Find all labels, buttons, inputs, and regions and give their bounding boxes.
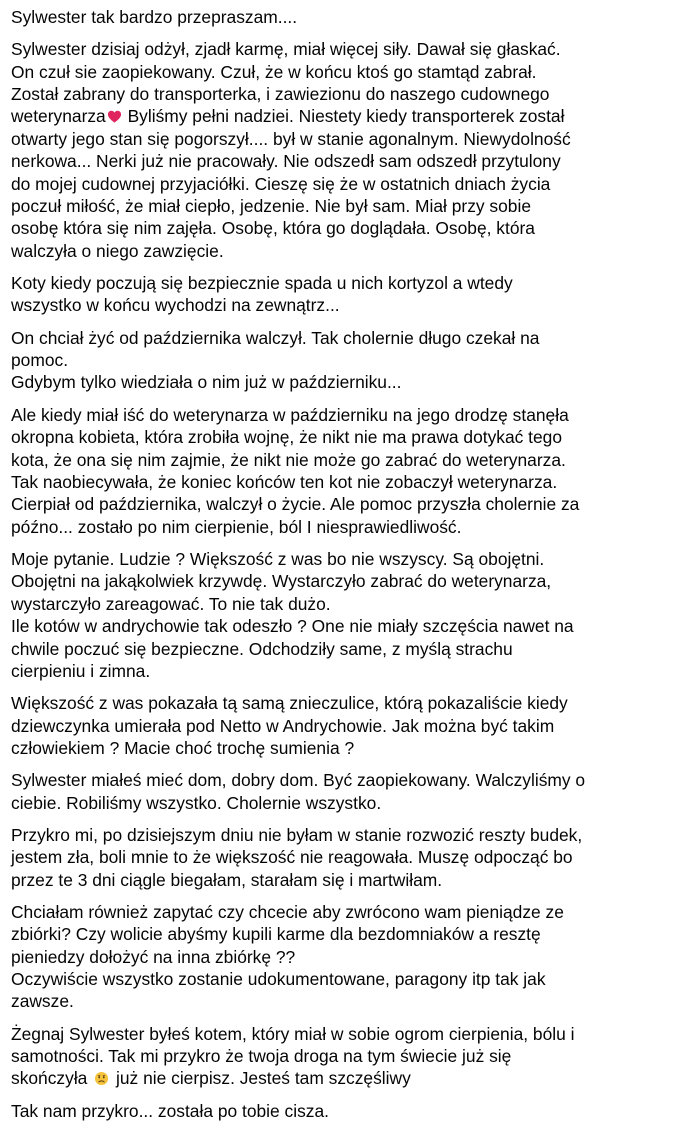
text-line: On czuł sie zaopiekowany. Czuł, że w końcu ktoś go stamtąd zabrał. — [11, 61, 537, 82]
paragraph-4 — [11, 327, 671, 394]
heart-icon — [107, 107, 122, 122]
text-line: Sylwester tak bardzo przepraszam.... — [11, 7, 298, 27]
paragraph-5 — [11, 404, 671, 538]
text-line: poczuł miłość, że miał ciepło, jedzenie. Nie był sam. Miał przy sobie — [11, 196, 531, 217]
text-line: Sylwester dzisiaj odżył, zjadł karmę, miał więcej siły. Dawał się głaskać. — [11, 39, 561, 60]
text-line: Obojętni na jakąkolwiek krzywdę. Wystarczyło zabrać do weterynarza, — [11, 571, 552, 592]
paragraph-11 — [11, 1023, 671, 1090]
text-line: okropna kobieta, która zrobiła wojnę, że nikt nie ma prawa dotykać tego — [11, 427, 563, 448]
paragraph-12 — [11, 1100, 671, 1122]
text-line: Koty kiedy poczują się bezpiecznie spada u nich kortyzol a wtedy — [11, 273, 513, 294]
text-line: chwile poczuć się bezpieczne. Odchodziły same, z myślą strachu — [11, 638, 513, 659]
text-line: Żegnaj Sylwester byłeś kotem, który miał w sobie ogrom cierpienia, bólu i — [11, 1023, 575, 1044]
text-line: samotności. Tak mi przykro że twoja droga na tym świecie już się — [11, 1046, 512, 1067]
text-segment: skończyła — [11, 1068, 93, 1089]
text-line: pieniedzy dołożyć na inna zbiórkę ?? — [11, 946, 296, 967]
text-line: Sylwester miałeś mieć dom, dobry dom. Być zaopiekowany. Walczyliśmy o — [11, 770, 586, 791]
paragraph-9 — [11, 824, 671, 891]
text-line: Ile kotów w andrychowie tak odeszło ? One nie miały szczęścia nawet na — [11, 616, 574, 637]
paragraph-1 — [11, 6, 671, 28]
text-line: zawsze. — [11, 991, 74, 1012]
paragraph-3 — [11, 272, 671, 317]
text-line: dziewczynka umierała pod Netto w Andrychowie. Jak można być takim — [11, 715, 555, 736]
text-line: Przykro mi, po dzisiejszym dniu nie byłam w stanie rozwozić reszty budek, — [11, 824, 583, 845]
text-segment: weterynarza — [11, 106, 106, 127]
text-segment: Byliśmy pełni nadziei. Niestety kiedy transporterek został — [122, 106, 565, 127]
text-line: Chciałam również zapytać czy chcecie aby zwrócono wam pieniądze ze — [11, 901, 564, 922]
text-line: On chciał żyć od października walczył. Tak cholernie długo czekał na — [11, 327, 540, 348]
paragraph-6 — [11, 548, 671, 682]
paragraph-10 — [11, 901, 671, 1013]
text-line — [11, 1067, 671, 1089]
paragraph-8 — [11, 769, 671, 814]
text-line: otwarty jego stan się pogorszył.... był w stanie agonalnym. Niewydolność — [11, 128, 571, 149]
post-body — [11, 0, 671, 1132]
text-line: osobę która się nim zajęła. Osobę, która go doglądała. Osobę, która — [11, 218, 535, 239]
text-line: Tak naobiecywała, że koniec końców ten kot nie zobaczył weterynarza. — [11, 471, 558, 492]
sad-face-icon — [94, 1069, 109, 1084]
text-line: ciebie. Robiliśmy wszystko. Cholernie wszystko. — [11, 792, 382, 813]
text-line: pomoc. — [11, 350, 69, 371]
text-line: wystarczyło zareagować. To nie tak dużo. — [11, 593, 331, 614]
text-line: Większość z was pokazała tą samą znieczulice, którą pokazaliście kiedy — [11, 693, 568, 714]
text-line: człowiekiem ? Macie choć trochę sumienia ? — [11, 737, 355, 758]
text-line: Został zabrany do transporterka, i zawiezionu do naszego cudownego — [11, 84, 550, 105]
text-line: Cierpiał od października, walczył o życie. Ale pomoc przyszła cholernie za — [11, 494, 580, 515]
text-line: kota, że ona się nim zajmie, że nikt nie może go zabrać do weterynarza. — [11, 449, 566, 470]
text-line — [11, 105, 671, 127]
text-line: walczyła o niego zawzięcie. — [11, 240, 224, 261]
text-line: Gdybym tylko wiedziała o nim już w październiku... — [11, 372, 402, 393]
text-segment: już nie cierpisz. Jesteś tam szczęśliwy — [111, 1068, 411, 1089]
text-line: wszystko w końcu wychodzi na zewnątrz... — [11, 295, 340, 316]
text-line: przez te 3 dni ciągle biegałam, starałam się i martwiłam. — [11, 869, 443, 890]
text-line: Tak nam przykro... została po tobie cisza. — [11, 1100, 329, 1121]
text-line: Ale kiedy miał iść do weterynarza w październiku na jego drodzę stanęła — [11, 404, 569, 425]
paragraph-2 — [11, 38, 671, 262]
text-line: Moje pytanie. Ludzie ? Większość z was bo nie wszyscy. Są obojętni. — [11, 548, 545, 569]
text-line: zbiórki? Czy wolicie abyśmy kupili karme dla bezdomniaków a resztę — [11, 924, 541, 945]
paragraph-7 — [11, 692, 671, 759]
text-line: Oczywiście wszystko zostanie udokumentowane, paragony itp tak jak — [11, 969, 546, 990]
text-line: do mojej cudownej przyjaciółki. Cieszę się że w ostatnich dniach życia — [11, 173, 551, 194]
text-line: nerkowa... Nerki już nie pracowały. Nie odszedł sam odszedł przytulony — [11, 151, 561, 172]
text-line: cierpieniu i zimna. — [11, 660, 151, 681]
text-line: jestem zła, boli mnie to że większość nie reagowała. Muszę odpocząć bo — [11, 847, 573, 868]
text-line: późno... zostało po nim cierpienie, ból I niesprawiedliwość. — [11, 516, 462, 537]
